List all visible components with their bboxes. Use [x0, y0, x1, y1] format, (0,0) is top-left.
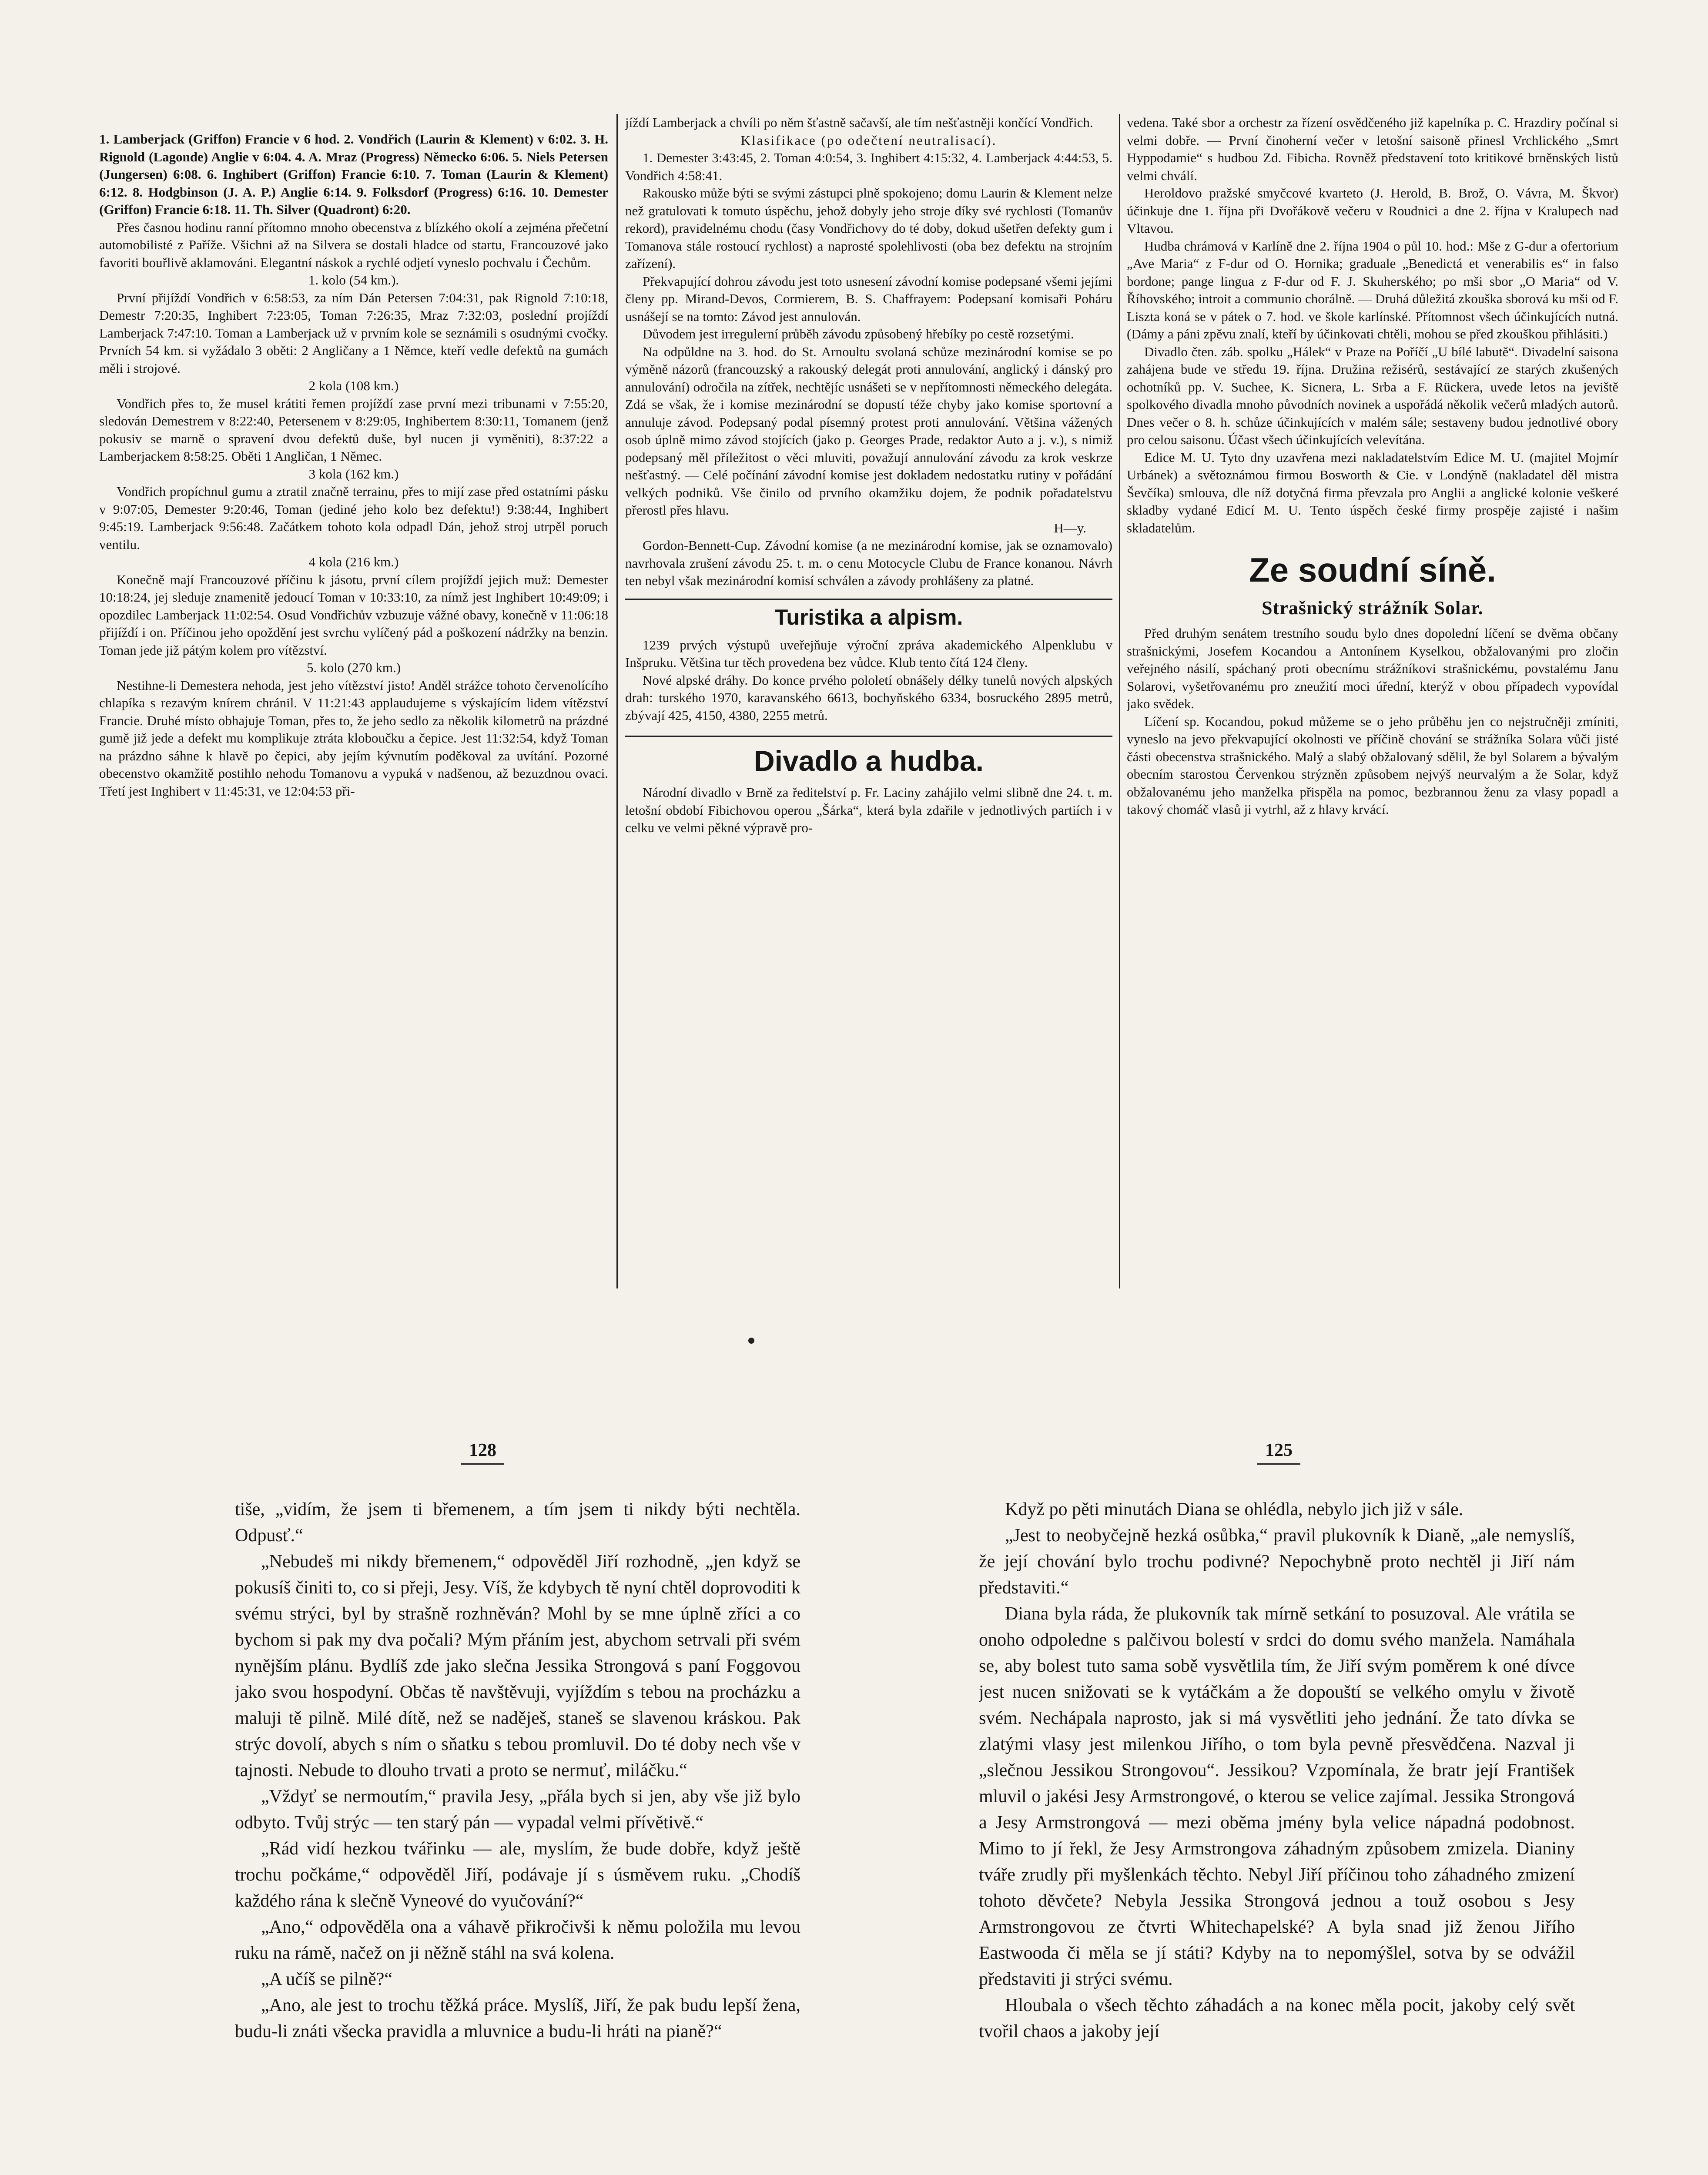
paragraph: „Rád vidí hezkou tvářinku — ale, myslím, že bude dobře, když ještě trochu počkáme,“ odpověděl Jiří, podávaje jí s úsměvem ruku. „Chodíš každého rána k slečně Vyneové do vyučování?“ [235, 1839, 800, 1911]
paragraph: Líčení sp. Kocandou, pokud můžeme se o jeho průběhu jen co nejstručněji zmíniti, vyneslo na jevo překvapující okolnosti ve příčině chování se strážníka Solara vůči jisté části obecenstva strašnického. Malý a slabý obžalovaný sdělil, že byl Solarem a bývalým obecním starostou Červenkou strýzněn způsobem nejvýš neurvalým a že Solar, když obžalovanému jeho manželka přispěla na pomoc, bezbrannou ženu za vlasy popadl a takový chomáč vlasů ji vytrhl, až z hlavy krvácí. [1127, 713, 1618, 817]
page-number-left: 128 [461, 1440, 504, 1465]
signature: H—y. [1054, 520, 1086, 535]
paragraph: „Ano, ale jest to trochu těžká práce. Myslíš, Jiří, že pak budu lepší žena, budu-li znáti všecka pravidla a mluvnice a budu-li hráti na pianě?“ [235, 1995, 800, 2041]
paragraph: Rakousko může býti se svými zástupci plně spokojeno; domu Laurin & Klement nelze než gratulovati k tomuto úspěchu, jehož dobyly jeho stroje díky své rychlosti (Tomanův rekord), pravidelnému chodu (časy Vondřichovy do té doby, dokud ušetřen defekty gum i Tomanova stále rostoucí rychlost) a naprosté spolehlivosti (oba bez defektu na strojním zařízení). [625, 185, 1112, 271]
paragraph: Když po pěti minutách Diana se ohlédla, nebylo jich již v sále. [1005, 1499, 1464, 1519]
column-left [99, 130, 608, 1305]
paragraph: vedena. Také sbor a orchestr za řízení osvědčeného již kapelníka p. C. Hrazdiry počínal si velmi dobře. — První činoherní večer v letošní saisoně přinesl Vrchlického „Smrt Hyppodamie“ s hudbou Zd. Fibicha. Rovněž představení toto kritikové brněnských listů velmi chválí. [1127, 115, 1618, 183]
paragraph: Konečně mají Francouzové příčinu k jásotu, první cílem projíždí jejich muž: Demester 10:18:24, jej sleduje znamenitě jedoucí Toman v 10:33:10, za nímž jest Inghibert 10:49:09; i opozdilec Lamberjack 11:02:54. Osud Vondřichův vzbuzuje vážné obavy, konečně v 11:06:18 přijíždí i on. Příčinou jeho opoždění jest svrchu vylíčený pád a poškození nádržky na benzin. Toman jede již pátým kolem pro vítězství. [99, 572, 608, 658]
section-label: 3 kola (162 km.) [308, 466, 399, 482]
paragraph: Hudba chrámová v Karlíně dne 2. října 1904 o půl 10. hod.: Mše z G-dur a ofertorium „Ave Maria“ z F-dur od O. Hornika; graduale „Benedictá et venerabilis es“ in falso bordone; pange lingua z F-dur od F. J. Skuherského; po mši sbor „O Maria“ od V. Říhovského; introit a communio chorálně. — Druhá důležitá zkouška sborová ku mši od F. Liszta koná se v pátek o 7. hod. ve škole karlínské. Přítomnost všech účinkujících nutná. (Dámy a páni zpěvu znalí, kteří by účinkovati chtěli, mohou se před zkouškou přihlásiti.) [1127, 238, 1618, 341]
paragraph: Nové alpské dráhy. Do konce prvého pololetí obnášely délky tunelů nových alpských drah: turského 1970, karavanského 6613, bochyňského 6334, bosruckého 2895 metrů, zbývají 425, 4150, 4380, 2255 metrů. [625, 672, 1112, 723]
paragraph: Edice M. U. Tyto dny uzavřena mezi nakladatelstvím Edice M. U. (majitel Mojmír Urbánek) a světoznámou firmou Bosworth & Cie. v Londýně (nakladatel děl mistra Ševčíka) smlouva, dle níž dotyčná firma převzala pro Anglii a anglické kolonie veškeré skladby vydané Edicí M. U. Tento úspěch české firmy prospěje zajisté i našim skladatelům. [1127, 449, 1618, 535]
heading-solar: Strašnický strážník Solar. [1262, 597, 1484, 619]
paragraph: Diana byla ráda, že plukovník tak mírně setkání to posuzoval. Ale vrátila se onoho odpoledne s palčivou bolestí v srdci do domu svého manžela. Namáhala se, aby bolest tuto sama sobě vysvětlila tím, že Jiří svým poměrem k oné dívce jest nucen snižovati se k vytáčkám a že dopouští se velkého omylu v životě svém. Nechápala naprosto, jak si má vysvětliti jeho jednání. Že tato dívka se zlatými vlasy jest milenkou Jiřího, o tom byla pevně přesvědčena. Nazval ji „slečnou Jessikou Strongovou“. Jessikou? Vzpomínala, že bratr její František mluvil o jakési Jesy Armstrongové, o kterou se velice zajímal. Jessika Strongová a Jesy Armstrongová — mezi oběma jmény byla velice nápadná podobnost. Mimo to jí řekl, že Jesy Armstrongova záhadným způsobem zmizela. Dianiny tváře zrudly při myšlenkách těchto. Nebyl Jiří příčinou toho záhadného zmizení tohoto děvčete? Nebyla Jessika Strongová jednou a touž osobou s Jesy Armstrongovou ze čtvrti Whitechapelské? A byla snad již ženou Jiřího Eastwooda či měla se jí státi? Kdyby na to nepomýšlel, sotva by se odvážil představiti ji strýci svému. [979, 1604, 1575, 1989]
paragraph: Národní divadlo v Brně za ředitelství p. Fr. Laciny zahájilo velmi slibně dne 24. t. m. letošní období Fibichovou operou „Šárka“, která byla zdařile v jednotlivých partiích i v celku ve velmi pěkné výpravě pro- [625, 785, 1112, 835]
paragraph: Gordon-Bennett-Cup. Závodní komise (a ne mezinárodní komise, jak se oznamovalo) navrhovala zrušení závodu 25. t. m. o cenu Motocycle Clubu de France konanou. Návrh ten nebyl však mezinárodní komisí schválen a závody prohlášeny za platné. [625, 538, 1112, 588]
page-number-right: 125 [1257, 1440, 1300, 1465]
paragraph: „Ano,“ odpověděla ona a váhavě přikročivši k němu položila mu levou ruku na rámě, načež on ji něžně stáhl na svá kolena. [235, 1917, 800, 1963]
print-dot [748, 1338, 754, 1344]
paragraph: Heroldovo pražské smyčcové kvarteto (J. Herold, B. Brož, O. Vávra, M. Škvor) účinkuje dne 1. října při Dvořákově večeru v Roudnici a dne 2. října v Kralupech nad Vltavou. [1127, 185, 1618, 236]
paragraph: „A učíš se pilně?“ [261, 1969, 393, 1989]
paragraph: Důvodem jest irregulerní průběh závodu způsobený hřebíky po cestě rozsetými. [643, 326, 1074, 341]
heading-divadlo: Divadlo a hudba. [625, 736, 1112, 778]
paragraph: 1. Demester 3:43:45, 2. Toman 4:0:54, 3. Inghibert 4:15:32, 4. Lamberjack 4:44:53, 5. Vondřich 4:58:41. [625, 150, 1112, 183]
section-label: 4 kola (216 km.) [308, 554, 399, 569]
paragraph: Přes časnou hodinu ranní přítomno mnoho obecenstva z blízkého okolí a zejména přečetní automobilisté z Paříže. Všichni až na Silvera se dostali hladce od startu, Francouzové jako favoriti bouřlivě aklamováni. Elegantní náskok a rychlé odjetí vyneslo pochvalu i Čechům. [99, 219, 608, 270]
paragraph: První přijíždí Vondřich v 6:58:53, za ním Dán Petersen 7:04:31, pak Rignold 7:10:18, Demestr 7:20:35, Inghibert 7:23:05, Toman 7:26:35, Mraz 7:32:03, poslední projíždí Lamberjack 7:47:10. Toman a Lamberjack už v prvním kole se seznámili s osudnými cvočky. Prvních 54 km. si vyžádalo 3 oběti: 2 Angličany a 1 Němce, kteří vedle defektů na gumách měli i strojové. [99, 290, 608, 376]
heading-soudni-sin: Ze soudní síně. [1249, 551, 1496, 589]
column-rule [616, 114, 618, 1288]
paragraph: Divadlo čten. záb. spolku „Hálek“ v Praze na Poříčí „U bílé labutě“. Divadelní saisona zahájena bude ve středu 19. října. Družina režisérů, sestávající ze starých zkušených ochotníků pp. V. Suchee, K. Sicnera, L. Srba a F. Rückera, uvede letos na jeviště spolkového divadla mnoho původních novinek a uspořádá několik večerů mladých autorů. Dnes večer o 8. h. schůze účinkujících v malém sále; sestaveny budou jednotlivé obory pro celou saisonu. Účast všech účinkujících velevítána. [1127, 344, 1618, 447]
paragraph: Nestihne-li Demestera nehoda, jest jeho vítězství jisto! Anděl strážce tohoto červenolícího chlapíka s rezavým knírem chránil. V 11:21:43 applaudujeme s výskajícím lidem vítězství Francie. Druhé místo obhajuje Toman, přes to, že jeho sedlo za několik kilometrů na prázdné gumě již jede a defekt mu komplikuje ztráta kloboučku a čepice. Jest 11:32:54, když Toman na prázdno sáhne k hlavě po čepici, aby jejím kývnutím poděkoval za uvítání. Pozorné obecenstvo okamžitě postihlo nehodu Tomanovu a vypuká v nadšenou, až bezuzdnou ovaci. Třetí jest Inghibert v 11:45:31, ve 12:04:53 při- [99, 677, 608, 799]
section-label: 1. kolo (54 km.). [308, 272, 399, 288]
column-rule [1119, 114, 1120, 1288]
paragraph: jíždí Lamberjack a chvíli po něm šťastně sačavší, ale tím nešťastněji končící Vondřich. [625, 115, 1093, 130]
paragraph: 1. Lamberjack (Griffon) Francie v 6 hod. 2. Vondřich (Laurin & Klement) v 6:02. 3. H. Rignold (Lagonde) Anglie v 6:04. 4. A. Mraz (Progress) Německo 6:06. 5. Niels Petersen (Jungersen) 6:08. 6. Inghibert (Griffon) Francie 6:10. 7. Toman (Laurin & Klement) 6:12. 8. Hodgbinson (J. A. P.) Anglie 6:14. 9. Folksdorf (Progress) 6:16. 10. Demester (Griffon) Francie 6:18. 11. Th. Silver (Quadront) 6:20. [99, 131, 608, 217]
paragraph: Překvapující dohrou závodu jest toto usnesení závodní komise podepsané všemi jejími členy pp. Mirand-Devos, Cormierem, B. S. Chaffrayem: Podepsaní komisaři Poháru usnášejí se na tomto: Závod jest annulován. [625, 273, 1112, 324]
paragraph: „Nebudeš mi nikdy břemenem,“ odpověděl Jiří rozhodně, „jen když se pokusíš činiti to, co si přeji, Jesy. Víš, že kdybych tě nyní chtěl doprovoditi k svému strýci, byl by strašně rozhněván? Mohl by se mne úplně zříci a co bychom si pak my dva počali? Mým přáním jest, abychom setrvali při svém nynějším plánu. Bydlíš zde jako slečna Jessika Strongová s paní Foggovou jako svou hospodyní. Občas tě navštěvuji, vyjíždím s tebou na procházku a maluji tě pilně. Milé dítě, než se naděješ, staneš se slavenou kráskou. Pak strýc dovolí, abych s ním o sňatku s tebou promluvil. Do té doby nech vše v tajnosti. Nebude to dlouho trvati a proto se nermuť, miláčku.“ [235, 1552, 800, 1780]
section-label: 5. kolo (270 km.) [306, 660, 401, 675]
paragraph: Před druhým senátem trestního soudu bylo dnes dopolední líčení se dvěma občany strašnickými, Josefem Kocandou a Antonínem Kyselkou, obžalovanými pro zločin veřejného násilí, spáchaný proti obecnímu strážníkovi strašnickému, povstalému Janu Solarovi, vyšetřovanému pro zneužití moci úřední, kterýž v obou případech vypovídal jako svědek. [1127, 626, 1618, 711]
section-label: Klasifikace (po odečtení neutralisací). [740, 132, 997, 148]
paragraph: Na odpůldne na 3. hod. do St. Arnoultu svolaná schůze mezinárodní komise se po výměně názorů (francouzský a rakouský delegát proti annulování, anglický i dánský pro annulování) odročila na zítřek, nechtějíc usnášeti se v nepřítomnosti německého delegáta. Zdá se však, že i komise mezinárodní se dopustí téže chyby jako komise sportovní a annuluje závod. Podepsaný podal písemný protest proti annulování. Většina vážených osob úplně mimo závod stojících (jako p. Georges Prade, redaktor Auto a j. v.), s nimiž podepsaný měl příležitost o věci mluviti, považují annulování závodu za krok veskrze nešťastný. — Celé počínání závodní komise jest dokladem nedostatku rutiny v pořádání velkých podniků. Vše činilo od prvního okamžiku dojem, že podnik pořadatelstvu přerostl přes hlavu. [625, 344, 1112, 518]
paragraph: „Vždyť se nermoutím,“ pravila Jesy, „přála bych si jen, aby vše již bylo odbyto. Tvůj strýc — ten starý pán — vypadal velmi přívětivě.“ [235, 1787, 800, 1833]
paragraph: Vondřich propíchnul gumu a ztratil značně terrainu, přes to mijí zase před ostatními pásku v 9:07:05, Demester 9:20:46, Toman (jediné jeho kolo bez defektu!) 9:38:44, Inghibert 9:45:19. Lamberjack 9:56:48. Začátkem tohoto kola odpadl Dán, jehož stroj utrpěl poruch ventilu. [99, 484, 608, 552]
column-middle [625, 114, 1112, 1297]
paragraph: tiše, „vidím, že jsem ti břemenem, a tím jsem ti nikdy býti nechtěla. Odpusť.“ [235, 1499, 800, 1546]
paragraph: Vondřich přes to, že musel krátiti řemen projíždí zase první mezi tribunami v 7:55:20, sledován Demestrem v 8:22:40, Petersenem v 8:29:05, Inghibertem 8:30:11, Tomanem (jenž pokusiv se marně o spravení dvou defektů duše, byl nucen ji vyměniti), 8:37:22 a Lamberjackem 8:58:25. Oběti 1 Angličan, 1 Němec. [99, 395, 608, 464]
novel-column-left [235, 1496, 800, 2175]
section-label: 2 kola (108 km.) [308, 378, 399, 393]
novel-column-right [979, 1496, 1575, 2175]
column-right [1127, 114, 1618, 1280]
heading-turistika: Turistika a alpism. [625, 599, 1112, 630]
paragraph: „Jest to neobyčejně hezká osůbka,“ pravil plukovník k Dianě, „ale nemyslíš, že její chování bylo trochu podivné? Nepochybně proto nechtěl ji Jiří nám představiti.“ [979, 1526, 1575, 1598]
paragraph: Hloubala o všech těchto záhadách a na konec měla pocit, jakoby celý svět tvořil chaos a jakoby její [979, 1995, 1575, 2041]
paragraph: 1239 prvých výstupů uveřejňuje výroční zpráva akademického Alpenklubu v Inšpruku. Většina tur těch provedena bez vůdce. Klub tento čítá 124 členy. [625, 637, 1112, 670]
